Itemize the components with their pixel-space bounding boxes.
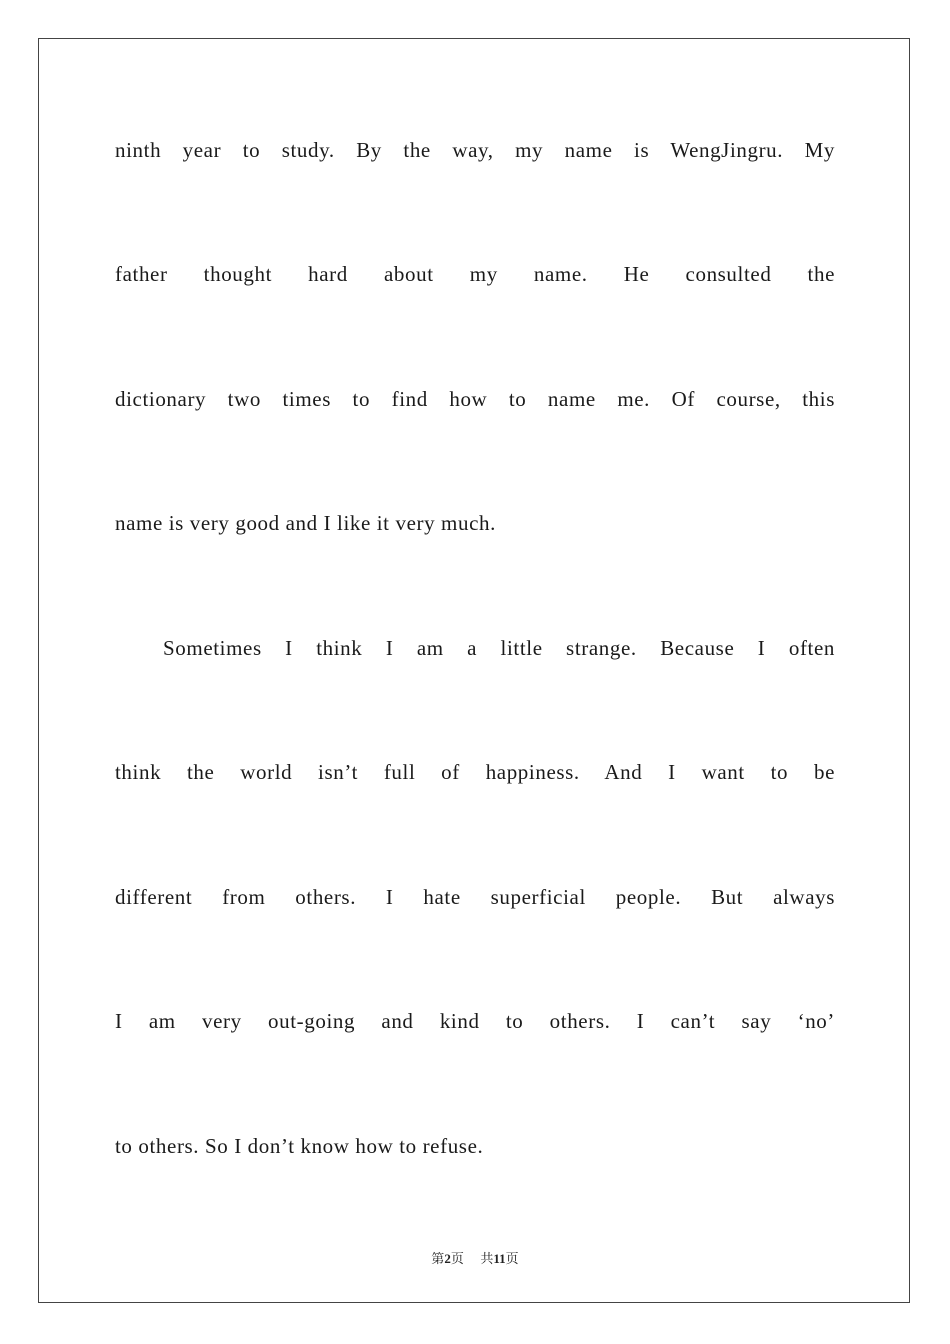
- footer-total-prefix: 共: [480, 1252, 494, 1267]
- footer-page-total: 11: [493, 1251, 506, 1266]
- footer-page-suffix: 页: [450, 1252, 464, 1267]
- text-line-6: think the world isn’t full of happiness. And I want to be: [115, 760, 835, 784]
- footer-page-current: 2: [444, 1251, 451, 1266]
- footer-total-suffix: 页: [505, 1252, 519, 1267]
- footer-page-prefix: 第: [431, 1252, 445, 1267]
- text-line-5: Sometimes I think I am a little strange. Because I often: [163, 636, 835, 660]
- text-line-9: to others. So I don’t know how to refuse.: [115, 1134, 484, 1158]
- text-line-4: name is very good and I like it very much.: [115, 511, 496, 535]
- page-border: [38, 38, 910, 1303]
- text-line-3: dictionary two times to find how to name me. Of course, this: [115, 387, 835, 411]
- text-line-2: father thought hard about my name. He consulted the: [115, 262, 835, 286]
- text-line-7: different from others. I hate superficial people. But always: [115, 885, 835, 909]
- text-line-1: ninth year to study. By the way, my name is WengJingru. My: [115, 138, 835, 162]
- page-footer: [0, 1248, 950, 1267]
- text-line-8: I am very out-going and kind to others. I can’t say ‘no’: [115, 1009, 835, 1033]
